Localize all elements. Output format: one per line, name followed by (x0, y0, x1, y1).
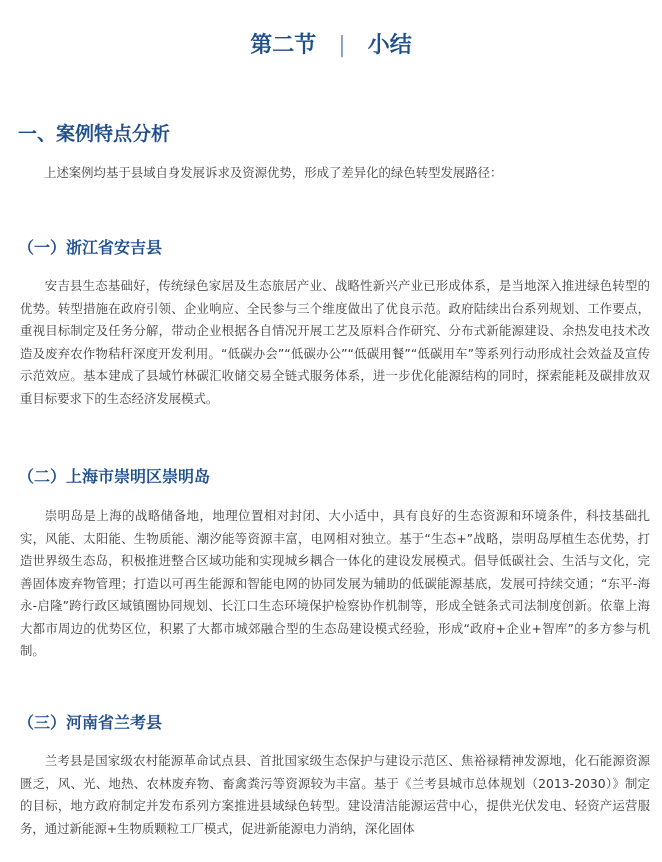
paragraph-lankao: 兰考县是国家级农村能源革命试点县、首批国家级生态保护与建设示范区、焦裕禄精神发源地，化石能源资源匮乏，风、光、地热、农林废弃物、畜禽粪污等资源较为丰富。基于《兰考县城市总体规划（2013-2030）》制定的目标，地方政府制定并发布系列方案推进县域绿色转型。建设清洁能源运营中心，提供光伏发电、轻资产运营服务，通过新能源+生物质颗粒工厂模式，促进新能源电力消纳，深化固体 (20, 753, 650, 836)
paragraph-anji: 安吉县生态基础好，传统绿色家居及生态旅居产业、战略性新兴产业已形成体系，是当地深入推进绿色转型的优势。转型措施在政府引领、企业响应、全民参与三个维度做出了优良示范。政府陆续出台系列规划、工作要点，重视目标制定及任务分解，带动企业根据各自情况开展工艺及原料合作研究、分布式新能源建设、余热发电技术改造及废弃农作物秸秆深度开发利用。“低碳办会”“低碳办公”“低碳用餐”“低碳用车”等系列行动形成社会效益及宣传示范效应。基本建成了县域竹林碳汇收储交易全链式服务体系，进一步优化能源结构的同时，探索能耗及碳排放双重目标要求下的生态经济发展模式。 (20, 278, 650, 406)
title-separator: | (338, 33, 346, 58)
heading-lankao: （三）河南省兰考县 (18, 713, 163, 732)
section-name: 小结 (367, 33, 412, 58)
page-title (0, 30, 662, 62)
paragraph-chongming: 崇明岛是上海的战略储备地，地理位置相对封闭、大小适中，具有良好的生态资源和环境条件，科技基础扎实，风能、太阳能、生物质能、潮汐能等资源丰富，电网相对独立。基于“生态+”战略，崇明岛厚植生态优势，打造世界级生态岛，积极推进整合区域功能和实现城乡耦合一体化的建设发展模式。倡导低碳社会、生活与文化，完善固体废弃物管理；打造以可再生能源和智能电网的协同发展为辅助的低碳能源基底，发展可持续交通；“东平-海永-启隆”跨行政区域镇圈协同规划、长江口生态环境保护检察协作机制等，形成全链条式司法制度创新。依靠上海大都市周边的优势区位，积累了大都市城郊融合型的生态岛建设模式经验，形成“政府+企业+智库”的多方参与机制。 (20, 508, 650, 658)
section-number: 第二节 (250, 33, 317, 58)
heading-chongming: （二）上海市崇明区崇明岛 (18, 467, 211, 486)
intro-paragraph: 上述案例均基于县域自身发展诉求及资源优势，形成了差异化的绿色转型发展路径： (44, 165, 503, 180)
heading-case-analysis: 一、案例特点分析 (18, 123, 171, 145)
heading-anji: （一）浙江省安吉县 (18, 238, 163, 257)
